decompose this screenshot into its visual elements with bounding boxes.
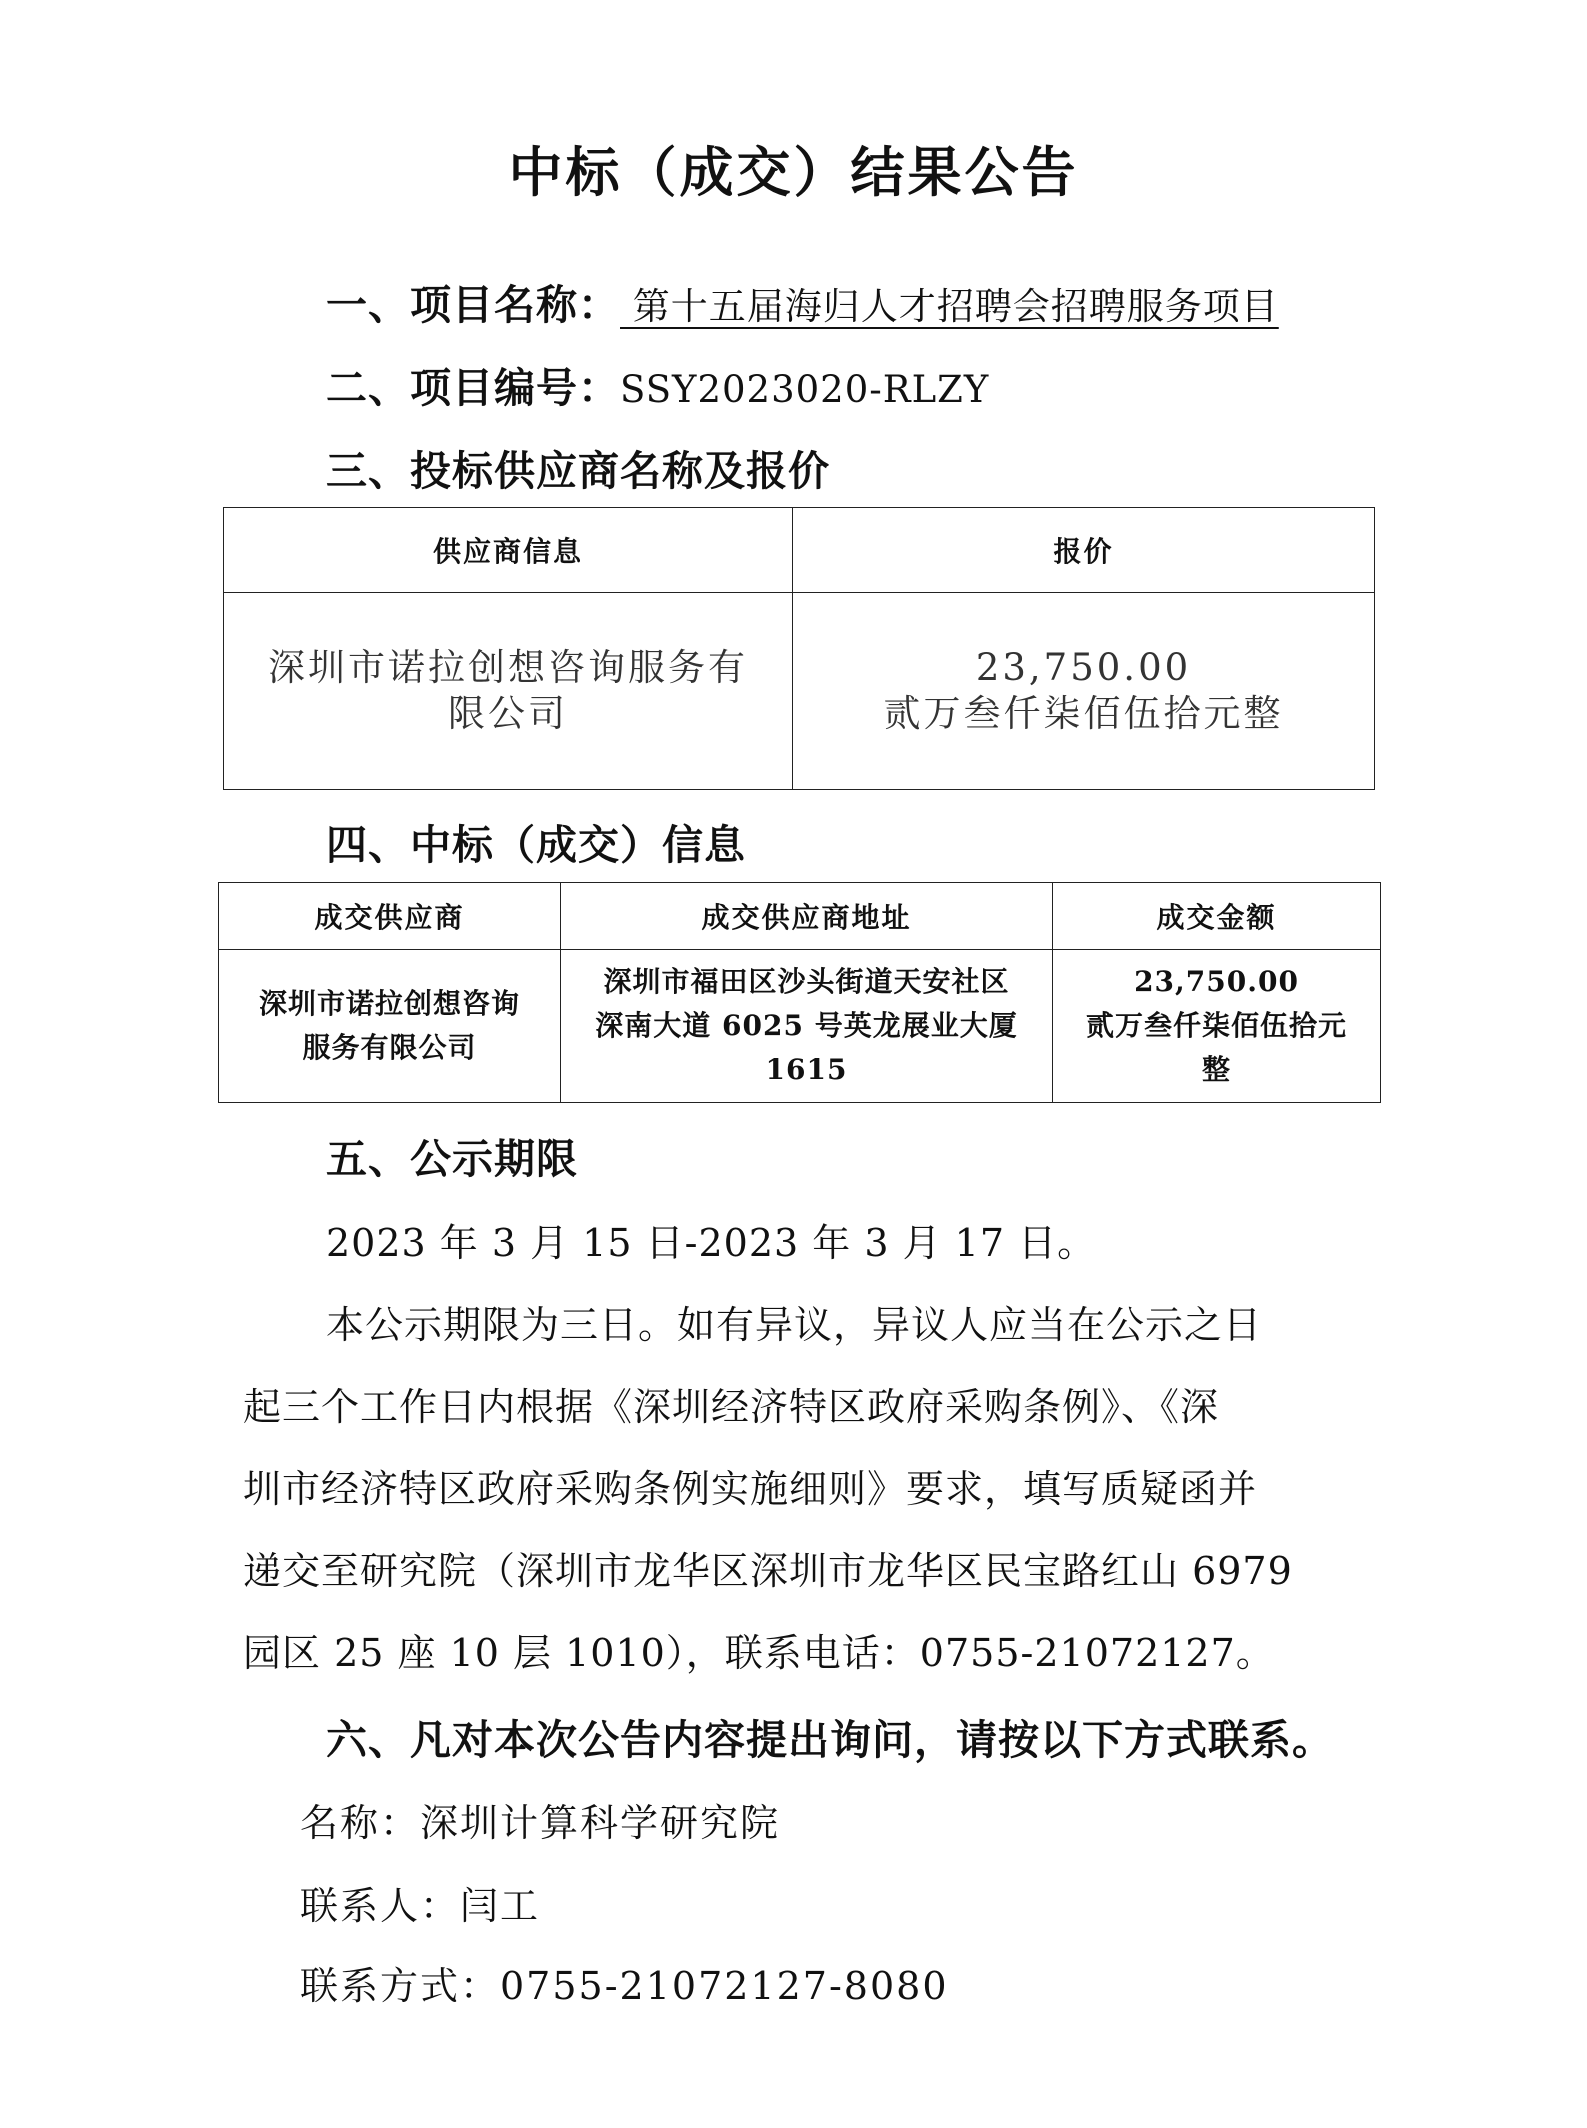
table-row bbox=[224, 593, 1375, 790]
table-row bbox=[219, 950, 1381, 1103]
awarded-amount: 23,750.00 bbox=[1134, 965, 1299, 998]
header-price: 报价 bbox=[793, 508, 1375, 593]
publicity-period: 2023 年 3 月 15 日-2023 年 3 月 17 日。 bbox=[326, 1221, 1097, 1265]
supplier-cell bbox=[224, 593, 793, 790]
price-cell bbox=[793, 593, 1375, 790]
price-amount: 23,750.00 bbox=[975, 646, 1192, 689]
awarded-supplier-cell bbox=[219, 950, 561, 1103]
supplier-name-line: 限公司 bbox=[448, 692, 568, 735]
table-header-row bbox=[224, 508, 1375, 593]
notice-paragraph-line: 圳市经济特区政府采购条例实施细则》要求，填写质疑函并 bbox=[243, 1467, 1258, 1511]
address-line: 深圳市福田区沙头街道天安社区 bbox=[603, 965, 1010, 998]
table-header-row bbox=[219, 883, 1381, 950]
header-supplier-info: 供应商信息 bbox=[224, 508, 793, 593]
supplier-address-cell bbox=[561, 950, 1053, 1103]
awarded-supplier-line: 深圳市诺拉创想咨询 bbox=[258, 987, 520, 1020]
address-line: 1615 bbox=[765, 1053, 848, 1086]
section6-heading: 六、凡对本次公告内容提出询问，请按以下方式联系。 bbox=[326, 1716, 1334, 1764]
awarded-amount-cell bbox=[1053, 950, 1381, 1103]
notice-paragraph-line: 本公示期限为三日。如有异议，异议人应当在公示之日 bbox=[326, 1303, 1263, 1347]
project-name-row bbox=[326, 272, 1279, 331]
supplier-name-line: 深圳市诺拉创想咨询服务有 bbox=[268, 646, 748, 689]
contact-organization: 名称：深圳计算科学研究院 bbox=[300, 1801, 781, 1845]
page-title: 中标（成交）结果公告 bbox=[508, 141, 1079, 204]
address-line: 深南大道 6025 号英龙展业大厦 bbox=[595, 1009, 1018, 1042]
awarded-amount-words: 整 bbox=[1201, 1053, 1231, 1086]
awarded-amount-words: 贰万叁仟柒佰伍拾元 bbox=[1085, 1009, 1347, 1042]
contact-phone: 联系方式：0755-21072127-8080 bbox=[300, 1964, 949, 2008]
section3-heading: 三、投标供应商名称及报价 bbox=[326, 447, 830, 495]
contact-person: 联系人：闫工 bbox=[300, 1884, 541, 1928]
notice-paragraph-line: 递交至研究院（深圳市龙华区深圳市龙华区民宝路红山 6979 bbox=[243, 1549, 1293, 1593]
project-name-value: 第十五届海归人才招聘会招聘服务项目 bbox=[620, 285, 1279, 328]
project-name-label: 一、项目名称： bbox=[326, 281, 620, 329]
header-supplier-address: 成交供应商地址 bbox=[561, 883, 1053, 950]
awarded-supplier-line: 服务有限公司 bbox=[302, 1031, 477, 1064]
project-number-row bbox=[326, 355, 989, 414]
project-number-value: SSY2023020-RLZY bbox=[620, 368, 990, 411]
price-amount-words: 贰万叁仟柒佰伍拾元整 bbox=[883, 692, 1284, 735]
notice-paragraph-line: 起三个工作日内根据《深圳经济特区政府采购条例》、《深 bbox=[243, 1385, 1220, 1429]
notice-paragraph-line: 园区 25 座 10 层 1010），联系电话：0755-21072127。 bbox=[243, 1631, 1275, 1675]
award-table bbox=[218, 882, 1381, 1103]
section4-heading: 四、中标（成交）信息 bbox=[326, 821, 746, 869]
section5-heading: 五、公示期限 bbox=[326, 1135, 578, 1183]
header-awarded-supplier: 成交供应商 bbox=[219, 883, 561, 950]
bid-table bbox=[223, 507, 1375, 790]
project-number-label: 二、项目编号： bbox=[326, 364, 620, 412]
header-awarded-amount: 成交金额 bbox=[1053, 883, 1381, 950]
